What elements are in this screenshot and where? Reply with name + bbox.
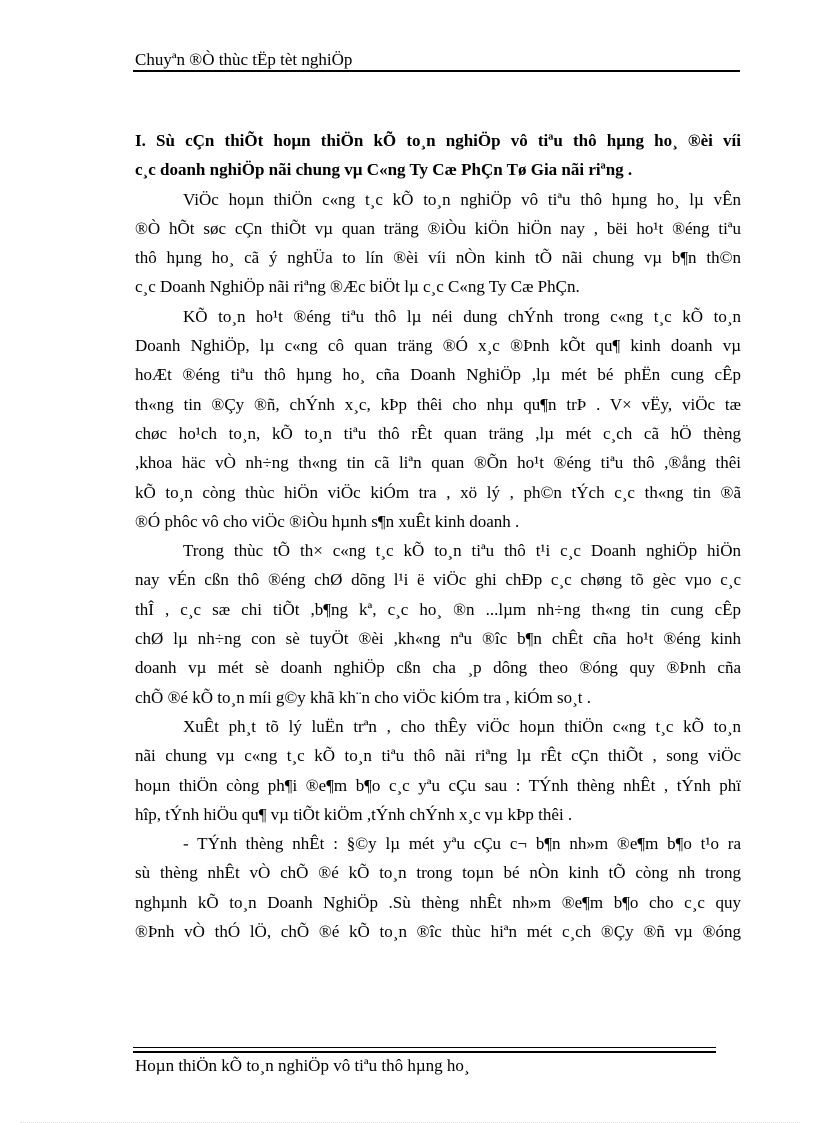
paragraph-line: ®Ó phôc vô cho viÖc ®iÒu hµnh s¶n xuÊt kinh doanh . (135, 511, 520, 531)
document-body (135, 126, 741, 946)
paragraph-line: ®Ò hÕt søc cÇn thiÕt vµ quan träng ®iÒu kiÖn hiÖn nay , bëi ho¹t ®éng tiªu (135, 218, 741, 238)
header-title: Chuyªn ®Ò thùc tËp tèt nghiÖp (135, 50, 353, 69)
paragraph-line: th«ng tin ®Çy ®ñ, chÝnh x¸c, kÞp thêi cho nhµ qu¶n trÞ . V× vËy, viÖc tæ (135, 394, 741, 414)
paragraph-line: Doanh NghiÖp, lµ c«ng cô quan träng ®Ó x¸c ®Þnh kÕt qu¶ kinh doanh vµ (135, 336, 741, 356)
section-heading-line: c¸c doanh nghiÖp nãi chung vµ C«ng Ty Cæ PhÇn Tø Gia nãi riªng . (135, 160, 633, 180)
paragraph-line: ViÖc hoµn thiÖn c«ng t¸c kÕ to¸n nghiÖp vô tiªu thô hµng ho¸ lµ vÊn (183, 189, 741, 209)
paragraph-line: nay vÉn cßn thô ®éng chØ dõng l¹i ë viÖc ghi chÐp c¸c chøng tõ gèc vµo c¸c (135, 570, 741, 590)
paragraph-line: chØ lµ nh÷ng con sè tuyÖt ®èi ,kh«ng nªu ®îc b¶n chÊt cña ho¹t ®éng kinh (135, 629, 741, 649)
paragraph-line: c¸c Doanh NghiÖp nãi riªng ®Æc biÖt lµ c¸c C«ng Ty Cæ PhÇn. (135, 277, 580, 297)
paragraph-line: XuÊt ph¸t tõ lý luËn trªn , cho thÊy viÖc hoµn thiÖn c«ng t¸c kÕ to¸n (183, 716, 741, 736)
paragraph-line: hoµn thiÖn còng ph¶i ®e¶m b¶o c¸c yªu cÇu sau : TÝnh thèng nhÊt , tÝnh phï (135, 775, 741, 795)
paragraph-line: chÕ ®é kÕ to¸n míi g©y khã kh¨n cho viÖc kiÓm tra , kiÓm so¸t . (135, 687, 591, 707)
paragraph-line: nghµnh kÕ to¸n Doanh NghiÖp .Sù thèng nhÊt nh»m ®e¶m b¶o cho c¸c quy (135, 892, 741, 912)
paragraph-line: hoÆt ®éng tiªu thô hµng ho¸ cña Doanh NghiÖp ,lµ mét bé phËn cung cÊp (135, 365, 741, 385)
header-rule (133, 70, 740, 72)
paragraph-line: KÕ to¸n ho¹t ®éng tiªu thô lµ néi dung chÝnh trong c«ng t¸c kÕ to¸n (183, 306, 741, 326)
paragraph-line: ®Þnh vÒ thÓ lÖ, chÕ ®é kÕ to¸n ®îc thùc hiªn mét c¸ch ®Çy ®ñ vµ ®óng (135, 922, 741, 942)
paragraph-line: thô hµng ho¸ cã ý nghÜa to lín ®èi víi nÒn kinh tÕ nãi chung vµ b¶n th©n (135, 248, 741, 268)
paragraph-line: hîp, tÝnh hiÖu qu¶ vµ tiÕt kiÖm ,tÝnh chÝnh x¸c vµ kÞp thêi . (135, 804, 573, 824)
paragraph-line: chøc ho¹ch to¸n, kÕ to¸n tiªu thô rÊt quan träng ,lµ mét c¸ch cã hÖ thèng (135, 423, 741, 443)
paragraph-line: ,khoa häc vÒ nh÷ng th«ng tin cã liªn quan ®Õn ho¹t ®éng tiªu thô ,®ång thêi (135, 453, 741, 473)
paragraph-line: Trong thùc tÕ th× c«ng t¸c kÕ to¸n tiªu thô t¹i c¸c Doanh nghiÖp hiÖn (183, 541, 741, 561)
paragraph-line: sù thèng nhÊt vÒ chÕ ®é kÕ to¸n trong toµn bé nÒn kinh tÕ còng nh trong (135, 863, 741, 883)
paragraph-line: doanh vµ mét sè doanh nghiÖp cßn cha ¸p dông theo ®óng quy ®Þnh cña (135, 658, 741, 678)
paragraph-line: nãi chung vµ c«ng t¸c kÕ to¸n tiªu thô nãi riªng lµ rÊt cÇn thiÕt , song viÖc (135, 746, 741, 766)
footer-rule (133, 1051, 716, 1053)
paragraph-line: kÕ to¸n còng thùc hiÖn viÖc kiÓm tra , xö lý , ph©n tÝch c¸c th«ng tin ®ã (135, 482, 741, 502)
footer-rule (133, 1047, 716, 1048)
paragraph-line: - TÝnh thèng nhÊt : §©y lµ mét yªu cÇu c¬ b¶n nh»m ®e¶m b¶o t¹o ra (183, 834, 741, 854)
footer-title: Hoµn thiÖn kÕ to¸n nghiÖp vô tiªu thô hµng ho¸ (135, 1056, 470, 1075)
paragraph-line: thÎ , c¸c sæ chi tiÕt ,b¶ng kª, c¸c ho¸ ®n ...lµm nh÷ng th«ng tin cung cÊp (135, 599, 741, 619)
section-heading-line: I. Sù cÇn thiÕt hoµn thiÖn kÕ to¸n nghiÖp vô tiªu thô hµng ho¸ ®èi víi (135, 131, 741, 150)
